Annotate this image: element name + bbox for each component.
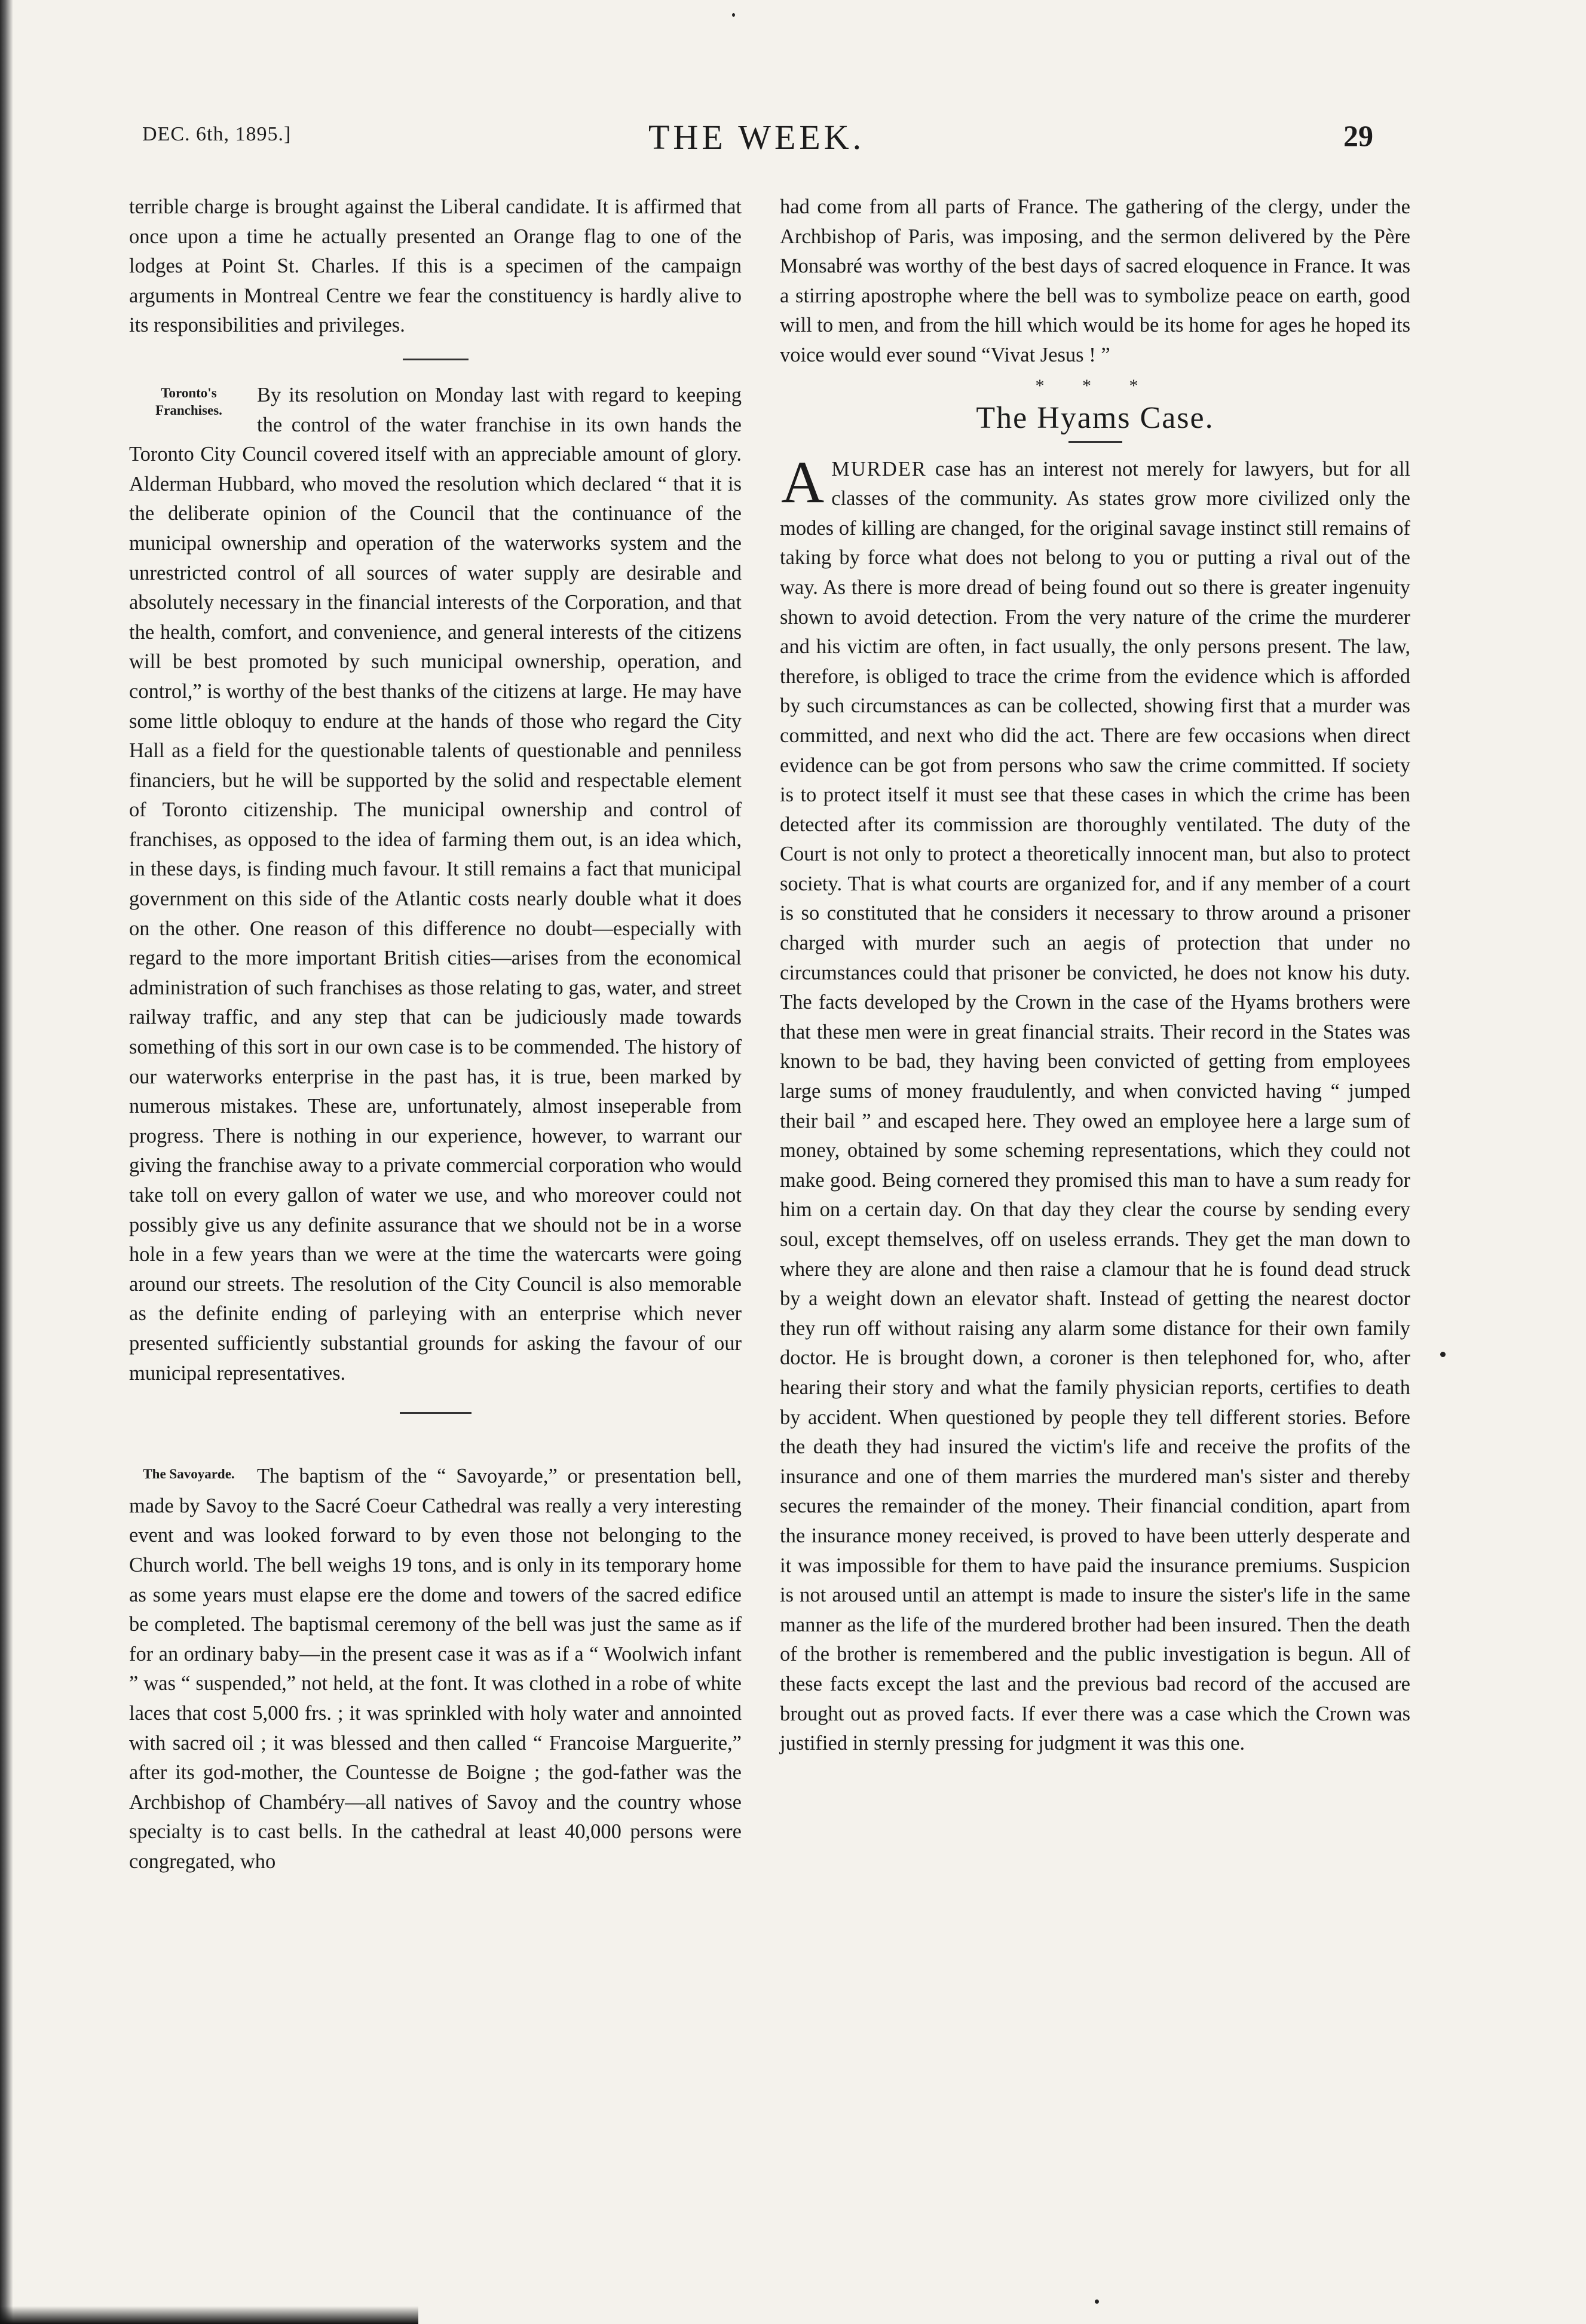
title-divider (1068, 441, 1122, 443)
right-column (780, 192, 1410, 1759)
issue-date: DEC. 6th, 1895.] (142, 123, 292, 145)
savoyarde-continued: had come from all parts of France. The gathering of the clergy, under the Archbishop of Paris, was imposing, and the sermon delivered by the Père Monsabré was worthy of the best days of sacred eloquence in France. It was a stirring apostrophe where the bell was to symbolize peace on earth, good will to men, and from the hill which would be its home for ages he hoped its voice would ever sound “Vivat Jesus ! ” (780, 195, 1410, 366)
asterism-separator: * * * (1035, 375, 1155, 396)
drop-cap: A (781, 448, 825, 515)
toronto-franchises-section (129, 381, 742, 1388)
savoyarde-body: The baptism of the “ Savoyarde,” or presentation bell, made by Savoy to the Sacré Coeur Cathedral was really a very interesting event and was looked forward to by even those not belonging to the Church world. The bell weighs 19 tons, and is only in its temporary home as some years must elapse ere the dome and towers of the sacred edifice be completed. The baptismal ceremony of the bell was just the same as if for an ordinary baby—in the present case it was as if a “ Woolwich infant ” was “ suspended,” not held, at the font. It was clothed in a robe of white laces that cost 5,000 frs. ; it was sprinkled with holy water and annointed with sacred oil ; it was blessed and then called “ Francoise Marguerite,” after its god-mother, the Countesse de Boigne ; the god-father was the Archbishop of Chambéry—all natives of Savoy and the country whose specialty is to cast bells. In the cathedral at least 40,000 persons were congregated, who (129, 1465, 742, 1873)
toronto-body: By its resolution on Monday last with regard to keeping the control of the water franchise in its own hands the Toronto City Council covered itself with an appreciable amount of glory. Alderman Hubbard, who moved the resolution which declared “ that it is the deliberate opinion of the Council that the continuance of the municipal ownership and operation of the waterworks system and the unrestricted control of all sources of water supply are desirable and absolutely necessary in the financial interests of the Corporation, and that the health, comfort, and convenience, and general interests of the citizens will be best promoted by such municipal ownership, operation, and control,” is worthy of the best thanks of the citizens at large. He may have some little obloquy to endure at the hands of those who regard the City Hall as a field for the questionable talents of questionable and penniless financiers, but he will be supported by the solid and respectable element of Toronto citizenship. The municipal ownership and control of franchises, as opposed to the idea of farming them out, is an idea which, in these days, is finding much favour. It still remains a fact that municipal government on this side of the Atlantic costs nearly double what it does on the other. One reason of this difference no doubt—especially with regard to the more important British cities—arises from the economical administration of such franchises as those relating to gas, water, and street railway traffic, and any step that can be judiciously made towards something of this sort in our own case is to be commended. The history of our waterworks enterprise in the past has, it is true, been marked by numerous mistakes. These are, unfortunately, almost inseperable from progress. There is nothing in our experience, however, to warrant our giving the franchise away to a private commercial corporation who would take toll on every gallon of water we use, and who moreover could not possibly give us any definite assurance that we should not be in a worse hole in a few years than we were at the time the watercarts were going around our streets. The resolution of the City Council is also memorable as the definite ending of parleying with an enterprise which never presented sufficiently substantial grounds for asking the favour of our municipal representatives. (129, 383, 742, 1385)
section-divider (403, 359, 469, 360)
side-heading-savoyarde: The Savoyarde. (143, 1466, 235, 1482)
scan-speck (1440, 1352, 1446, 1357)
scan-speck (732, 13, 735, 17)
hyams-article-body (780, 448, 1410, 1759)
savoyarde-section (129, 1462, 742, 1876)
masthead-title: THE WEEK. (648, 118, 865, 157)
scan-speck (1095, 2299, 1099, 2304)
left-column (129, 192, 742, 1876)
article-text: case has an interest not merely for lawyers, but for all classes of the community. As states grow more civilized only the modes of killing are changed, for the original savage instinct still remains of taking by force what does not belong to you or putting a rival out of the way. As there is more dread of being found out so there is greater ingenuity shown to avoid detection. From the very nature of the crime the murderer and his victim are often, in fact usually, the only persons present. The law, therefore, is obliged to trace the crime from the evidence which is afforded by such circumstances as can be collected, showing first that a murder was committed, and next who did the act. There are few occasions when direct evidence can be got from persons who saw the crime committed. If society is to protect itself it must see that these cases in which the crime has been detected after its commission are thoroughly ventilated. The duty of the Court is not only to protect a theoretically innocent man, but also to protect society. That is what courts are organized for, and if any member of a court is so constituted that he considers it necessary to throw around a prisoner charged with murder such an aegis of protection that under no circumstances could that prisoner be convicted, he does not know his duty. The facts developed by the Crown in the case of the Hyams brothers were that these men were in great financial straits. Their record in the States was known to be bad, they having been convicted of getting from employees large sums of money fraudulently, and when convicted having “ jumped their bail ” and escaped here. They owed an employee here a large sum of money, obtained by some scheming representations, which they could not make good. Being cornered they promised this man to have a sum ready for him on a certain day. On that day they clear the course by sending every soul, except themselves, off on useless errands. They get the man down to where they are alone and then raise a clamour that he is found dead struck by a weight down an elevator shaft. Instead of getting the nearest doctor they run off without raising any alarm some distance for their own family doctor. He is brought down, a coroner is then telephoned for, who, after hearing their story and what the family physician reports, certifies to death by accident. When questioned by people they tell different stories. Before the death they had insured the victim's life and receive the profits of the insurance and one of them marries the murdered man's sister and thereby secures the remainder of the money. Their financial condition, apart from the insurance money received, is proved to have been utterly desperate and it was impossible for them to have paid the insurance premiums. Suspicion is not aroused until an attempt is made to insure the sister's life in the same manner as the life of the murdered brother had been insured. Then the death of the brother is remembered and the public investigation is begun. All of these facts except the last and the previous bad record of the accused are brought out as proved facts. If ever there was a case which the Crown was justified in sternly pressing for judgment it was this one. (780, 457, 1410, 1755)
montreal-paragraph: terrible charge is brought against the Liberal candidate. It is affirmed that once upon a time he actually presented an Orange flag to one of the lodges at Point St. Charles. If this is a specimen of the campaign arguments in Montreal Centre we fear the constituency is hardly alive to its responsibilities and privileges. (129, 195, 742, 337)
side-heading-toronto: Toronto's Franchises. (155, 385, 222, 418)
scan-bottom-shadow (0, 2306, 418, 2324)
lead-word: MURDER (831, 457, 927, 480)
page-number: 29 (1343, 119, 1373, 152)
section-divider (400, 1412, 471, 1414)
scan-edge-shadow (0, 0, 13, 2324)
article-title: The Hyams Case. (976, 400, 1214, 435)
